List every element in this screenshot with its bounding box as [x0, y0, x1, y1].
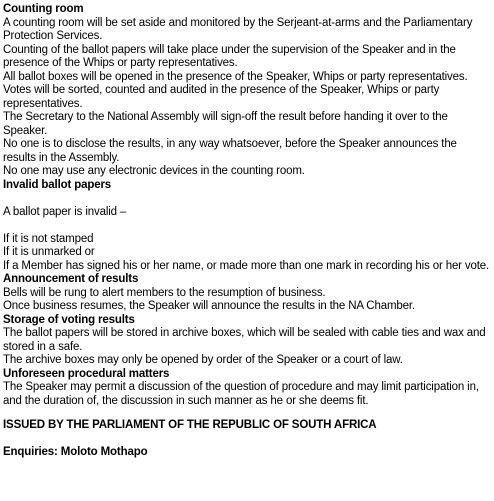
issued-by-line: ISSUED BY THE PARLIAMENT OF THE REPUBLIC OF SOUTH AFRICA	[3, 419, 377, 431]
enquiries-line: Enquiries: Moloto Mothapo	[3, 445, 148, 458]
spacer	[3, 219, 491, 233]
announcement-section	[3, 273, 491, 314]
storage-heading: Storage of voting results	[3, 313, 135, 326]
invalid-ballot-heading: Invalid ballot papers	[3, 178, 112, 191]
announcement-paragraph: Bells will be rung to alert members to the resumption of business.	[3, 286, 326, 299]
unforeseen-section	[3, 368, 491, 409]
invalid-ballot-intro: A ballot paper is invalid –	[3, 205, 127, 218]
counting-room-paragraph: Votes will be sorted, counted and audited in the presence of the Speaker, Whips or party representatives.	[3, 84, 440, 110]
spacer	[3, 192, 491, 206]
announcement-heading: Announcement of results	[3, 273, 139, 285]
counting-room-paragraph: The Secretary to the National Assembly will sign-off the result before handing it over to the Speaker.	[3, 111, 448, 137]
spacer	[3, 408, 491, 419]
announcement-paragraph: Once business resumes, the Speaker will announce the results in the NA Chamber.	[3, 300, 415, 312]
unforeseen-heading: Unforeseen procedural matters	[3, 367, 170, 380]
invalid-ballot-item: If it is not stamped	[3, 232, 94, 245]
unforeseen-paragraph: The Speaker may permit a discussion of the question of procedure and may limit participation in, and the duration of, the discussion in such manner as he or she deems fit.	[3, 381, 479, 407]
counting-room-paragraph: All ballot boxes will be opened in the presence of the Speaker, Whips or party representatives.	[3, 70, 468, 83]
counting-room-paragraph: Counting of the ballot papers will take place under the supervision of the Speaker and in the presence of the Whips or party representatives.	[3, 43, 456, 69]
counting-room-heading: Counting room	[3, 3, 84, 15]
storage-section	[3, 314, 491, 368]
storage-paragraph: The archive boxes may only be opened by order of the Speaker or a court of law.	[3, 354, 403, 366]
spacer	[3, 433, 491, 446]
media-statement-document	[3, 3, 491, 459]
counting-room-section	[3, 3, 491, 179]
counting-room-paragraph: A counting room will be set aside and monitored by the Serjeant-at-arms and the Parliamentary Protection Services.	[3, 16, 473, 42]
invalid-ballot-item: If a Member has signed his or her name, or made more than one mark in recording his or her vote.	[3, 259, 490, 272]
counting-room-paragraph: No one may use any electronic devices in the counting room.	[3, 165, 305, 177]
counting-room-paragraph: No one is to disclose the results, in any way whatsoever, before the Speaker announces the results in the Assembly.	[3, 138, 457, 164]
invalid-ballot-section	[3, 179, 491, 274]
invalid-ballot-item: If it is unmarked or	[3, 246, 95, 258]
storage-paragraph: The ballot papers will be stored in archive boxes, which will be sealed with cable ties and wax and stored in a safe.	[3, 327, 486, 353]
